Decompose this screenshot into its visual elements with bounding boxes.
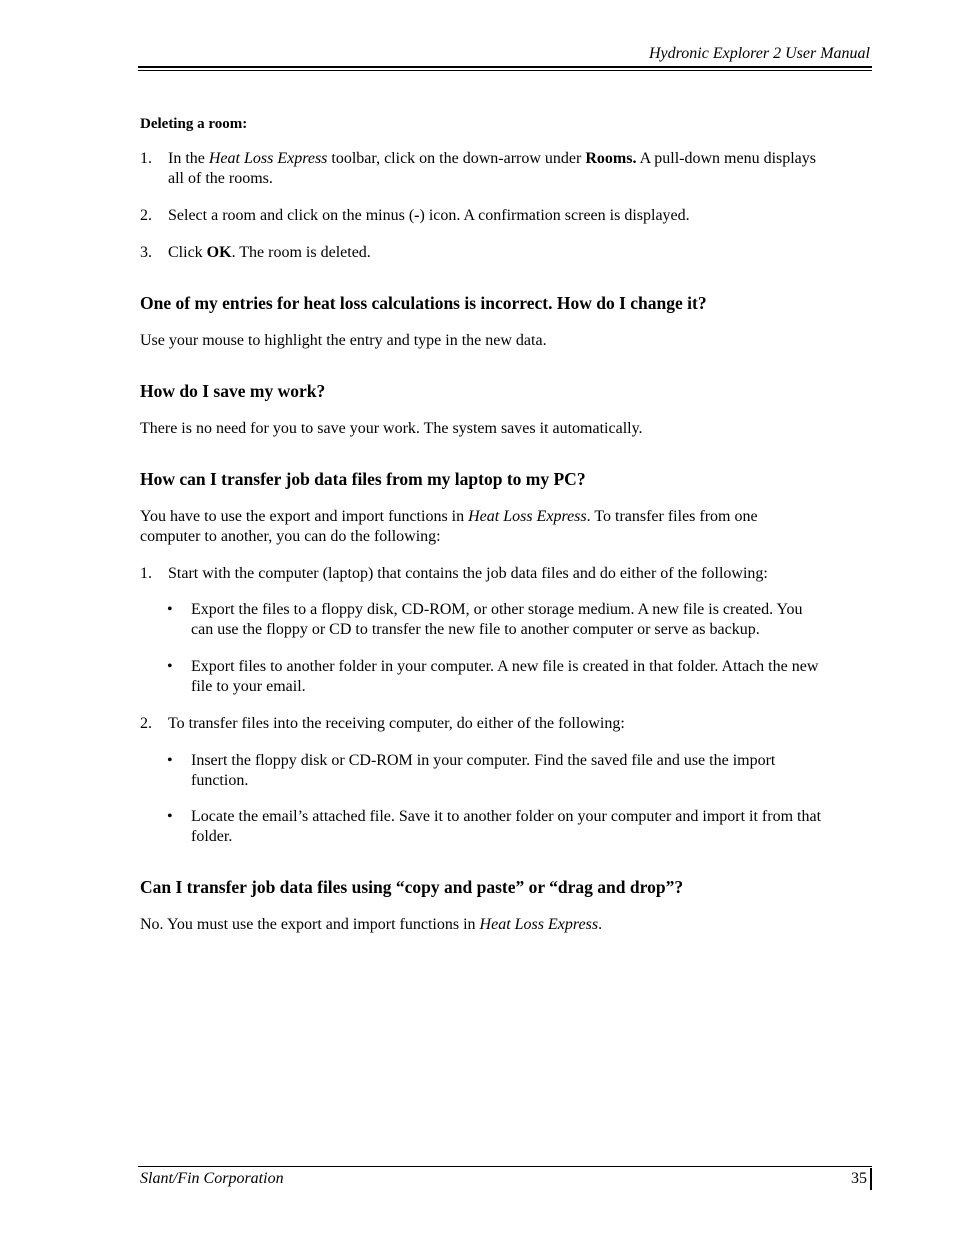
paragraph: There is no need for you to save your work. The system saves it automatically. [140, 420, 643, 437]
text-run: You have to use the export and import functions in [140, 508, 469, 525]
bullet-text [191, 600, 872, 640]
running-header-title: Hydronic Explorer 2 User Manual [649, 45, 870, 62]
footer-rule [138, 1166, 872, 1167]
section-heading-deleting-room: Deleting a room: [140, 116, 248, 132]
section-heading-transfer-files: How can I transfer job data files from my laptop to my PC? [140, 469, 586, 489]
paragraph [140, 915, 872, 935]
list-item [140, 243, 872, 263]
text-run: file to your email. [191, 678, 306, 695]
text-run: folder. [191, 828, 233, 845]
text-run: toolbar, click on the down-arrow under [327, 150, 586, 167]
list-item [140, 714, 872, 734]
page-number: 35 [851, 1170, 867, 1187]
strong-ok: OK [206, 244, 232, 261]
list-number: 2. [140, 207, 152, 224]
emphasis-app-name: Heat Loss Express [468, 508, 587, 525]
paragraph [140, 507, 872, 547]
bullet-icon: • [167, 752, 173, 769]
bullet-item [140, 657, 872, 697]
section-heading-copy-paste: Can I transfer job data files using “copy and paste” or “drag and drop”? [140, 877, 684, 897]
list-item-text [168, 206, 872, 226]
list-number: 3. [140, 244, 152, 261]
section-heading-save-work: How do I save my work? [140, 381, 326, 401]
footer-vertical-bar [870, 1168, 872, 1190]
text-run: function. [191, 772, 249, 789]
section-heading-incorrect-entry: One of my entries for heat loss calculations is incorrect. How do I change it? [140, 293, 707, 313]
list-number: 1. [140, 565, 152, 582]
bullet-text [191, 751, 872, 791]
text-run: Export the files to a floppy disk, CD-ROM, or other storage medium. A new file is created. You [191, 601, 803, 618]
bullet-text [191, 657, 872, 697]
text-run: A pull-down menu displays [636, 150, 817, 167]
header-rule-thin [138, 70, 872, 71]
text-run: . To transfer files from one [586, 508, 758, 525]
text-run: computer to another, you can do the following: [140, 528, 441, 545]
bullet-icon: • [167, 808, 173, 825]
list-item-text: Start with the computer (laptop) that contains the job data files and do either of the following: [168, 565, 768, 582]
footer-company: Slant/Fin Corporation [140, 1170, 284, 1187]
text-run: In the [168, 150, 209, 167]
emphasis-app-name: Heat Loss Express [479, 916, 599, 933]
list-number: 2. [140, 715, 152, 732]
text-run: Click [168, 244, 207, 261]
list-number: 1. [140, 150, 152, 167]
header-rule-thick [138, 66, 872, 68]
list-item-text: To transfer files into the receiving computer, do either of the following: [168, 715, 625, 732]
bullet-icon: • [167, 601, 173, 618]
bullet-item [140, 600, 872, 640]
text-run: Locate the email’s attached file. Save it to another folder on your computer and import it from that [191, 808, 822, 825]
bullet-text [191, 807, 872, 847]
bullet-icon: • [167, 658, 173, 675]
list-item [140, 564, 872, 584]
list-item-text [168, 149, 872, 189]
emphasis-app-name: Heat Loss Express [208, 150, 328, 167]
text-run: No. You must use the export and import functions in [140, 916, 480, 933]
bullet-item [140, 751, 872, 791]
text-run: . [598, 916, 603, 933]
text-run: . The room is deleted. [231, 244, 371, 261]
text-run: ) icon. A confirmation screen is displayed. [419, 207, 690, 224]
list-item-text [168, 243, 872, 263]
strong-minus: - [414, 207, 420, 224]
text-run: can use the floppy or CD to transfer the new file to another computer or serve as backup. [191, 621, 760, 638]
strong-rooms: Rooms. [585, 150, 637, 167]
text-run: Select a room and click on the minus ( [168, 207, 415, 224]
text-run: Export files to another folder in your computer. A new file is created in that folder. Attach the new [191, 658, 819, 675]
bullet-item [140, 807, 872, 847]
list-item [140, 206, 872, 226]
list-item [140, 149, 872, 189]
text-run: all of the rooms. [168, 170, 273, 187]
paragraph: Use your mouse to highlight the entry and type in the new data. [140, 332, 547, 349]
text-run: Insert the floppy disk or CD-ROM in your computer. Find the saved file and use the import [191, 752, 776, 769]
